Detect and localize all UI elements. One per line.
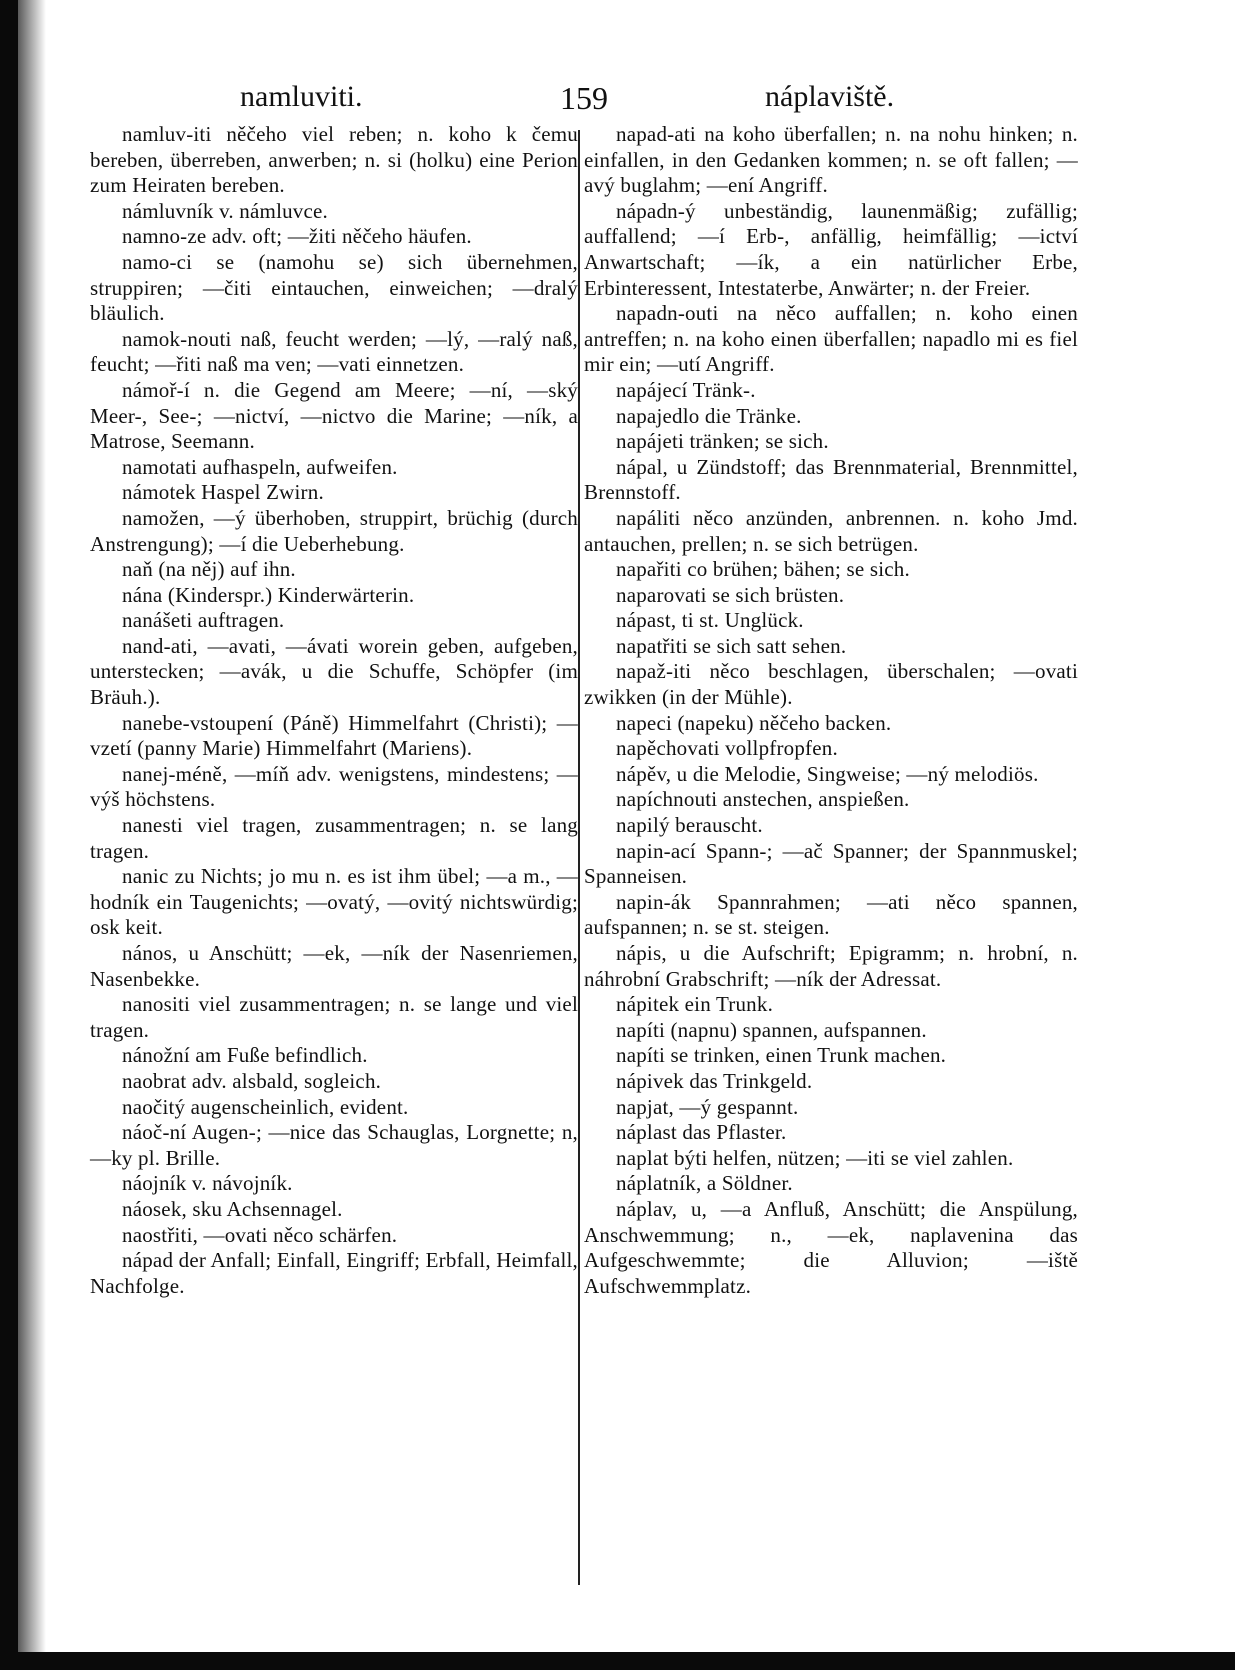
dictionary-entry: nános, u Anschütt; —ek, —ník der Nasenriemen, Nasenbekke. xyxy=(90,941,578,991)
dictionary-entry: nápěv, u die Melodie, Singweise; —ný melodiös. xyxy=(616,761,1039,786)
dictionary-entry: nánožní am Fuße befindlich. xyxy=(122,1043,368,1068)
dictionary-entry: naočitý augenscheinlich, evident. xyxy=(122,1094,409,1119)
dictionary-entry: nápad der Anfall; Einfall, Eingriff; Erbfall, Heimfall, Nachfolge. xyxy=(90,1248,578,1298)
dictionary-entry: napíchnouti anstechen, anspießen. xyxy=(616,787,910,812)
dictionary-entry: napeci (napeku) něčeho backen. xyxy=(616,710,892,735)
scan-bottom-edge xyxy=(0,1652,1235,1670)
dictionary-entry: namožen, —ý überhoben, struppirt, brüchig (durch Anstrengung); —í die Ueberhebung. xyxy=(90,505,578,556)
dictionary-entry: nápitek ein Trunk. xyxy=(616,992,774,1017)
dictionary-entry: namno-ze adv. oft; —žiti něčeho häufen. xyxy=(122,224,472,249)
dictionary-entry: nanesti viel tragen, zusammentragen; n. se lang tragen. xyxy=(90,813,578,863)
dictionary-entry: namo-ci se (namohu se) sich übernehmen, struppiren; —čiti eintauchen, einweichen; —dralý bläulich. xyxy=(90,249,578,326)
dictionary-entry: napájeti tränken; se sich. xyxy=(616,429,829,454)
running-head-left: namluviti. xyxy=(240,80,363,113)
dictionary-entry: námotek Haspel Zwirn. xyxy=(122,480,324,505)
dictionary-entry: nápis, u die Aufschrift; Epigramm; n. hrobní, n. náhrobní Grabschrift; —ník der Adressat. xyxy=(584,941,1078,991)
dictionary-entry: náosek, sku Achsennagel. xyxy=(122,1196,343,1221)
left-column xyxy=(90,122,578,1299)
dictionary-entry: nána (Kinderspr.) Kinderwärterin. xyxy=(122,582,415,607)
dictionary-entry: napájecí Tränk-. xyxy=(616,377,756,402)
dictionary-entry: napíti (napnu) spannen, aufspannen. xyxy=(616,1017,927,1042)
dictionary-entry: namluv-iti něčeho viel reben; n. koho k čemu bereben, überreben, anwerben; n. si (holku) eine Perion zum Heiraten bereben. xyxy=(90,122,578,198)
dictionary-entry: nápadn-ý unbeständig, launenmäßig; zufällig; auffallend; —í Erb-, anfällig, heimfällig; —ictví Anwartschaft; —ík, a ein natürlicher Erbe, Erbinteressent, Intestaterbe, Anwärter; n. der Freier. xyxy=(584,198,1078,300)
dictionary-entry: nand-ati, —avati, —ávati worein geben, aufgeben, unterstecken; —avák, u die Schuffe, Schöpfer (im Bräuh.). xyxy=(90,633,578,710)
dictionary-entry: náojník v. návojník. xyxy=(122,1171,293,1196)
dictionary-entry: napíti se trinken, einen Trunk machen. xyxy=(616,1043,947,1068)
dictionary-entry: napaž-iti něco beschlagen, überschalen; —ovati zwikken (in der Mühle). xyxy=(584,659,1078,710)
dictionary-entry: naplat býti helfen, nützen; —iti se viel zahlen. xyxy=(616,1145,1014,1170)
dictionary-entry: napin-ák Spannrahmen; —ati něco spannen, aufspannen; n. se st. steigen. xyxy=(584,889,1078,940)
dictionary-entry: nápast, ti st. Unglück. xyxy=(616,608,804,633)
dictionary-entry: napadn-outi na něco auffallen; n. koho einen antreffen; n. na koho einen überfallen; napadlo mi es fiel mir ein; —utí Angriff. xyxy=(584,301,1078,377)
dictionary-entry: náplast das Pflaster. xyxy=(616,1120,787,1145)
dictionary-entry: námluvník v. námluvce. xyxy=(122,198,328,223)
book-spine-shadow xyxy=(0,0,18,1670)
dictionary-entry: nanej-méně, —míň adv. wenigstens, mindestens; —výš höchstens. xyxy=(90,761,578,812)
dictionary-entry: napad-ati na koho überfallen; n. na nohu hinken; n. einfallen, in den Gedanken kommen; n. se oft fallen; —avý buglahm; —ení Angriff. xyxy=(584,122,1078,198)
running-head-right: náplaviště. xyxy=(765,80,895,113)
column-divider xyxy=(578,130,580,1585)
dictionary-entry: napěchovati vollpfropfen. xyxy=(616,736,838,761)
dictionary-entry: napařiti co brühen; bähen; se sich. xyxy=(616,557,910,582)
dictionary-entry: naostřiti, —ovati něco schärfen. xyxy=(122,1222,398,1247)
dictionary-entry: nanášeti auftragen. xyxy=(122,608,285,633)
dictionary-entry: namok-nouti naß, feucht werden; —lý, —ralý naß, feucht; —řiti naß ma ven; —vati einnetzen. xyxy=(90,326,578,377)
dictionary-entry: nanic zu Nichts; jo mu n. es ist ihm übel; —a m., —hodník ein Taugenichts; —ovatý, —ovitý nichtswürdig; osk keit. xyxy=(90,864,578,940)
dictionary-entry: náplatník, a Söldner. xyxy=(616,1171,793,1196)
dictionary-entry: napáliti něco anzünden, anbrennen. n. koho Jmd. antauchen, prellen; n. se sich betrügen. xyxy=(584,505,1078,556)
dictionary-entry: nápivek das Trinkgeld. xyxy=(616,1068,813,1093)
dictionary-entry: naň (na něj) auf ihn. xyxy=(122,557,296,582)
dictionary-entry: naparovati se sich brüsten. xyxy=(616,582,845,607)
dictionary-entry: napatřiti se sich satt sehen. xyxy=(616,633,847,658)
dictionary-entry: napajedlo die Tränke. xyxy=(616,403,802,428)
dictionary-entry: namotati aufhaspeln, aufweifen. xyxy=(122,454,398,479)
dictionary-entry: napjat, —ý gespannt. xyxy=(616,1094,799,1119)
dictionary-entry: náoč-ní Augen-; —nice das Schauglas, Lorgnette; n, —ky pl. Brille. xyxy=(90,1120,578,1170)
dictionary-page xyxy=(90,60,1170,1640)
dictionary-entry: nanebe-vstoupení (Páně) Himmelfahrt (Christi); —vzetí (panny Marie) Himmelfahrt (Mariens). xyxy=(90,710,578,761)
dictionary-entry: naobrat adv. alsbald, sogleich. xyxy=(122,1068,382,1093)
dictionary-entry: nanositi viel zusammentragen; n. se lange und viel tragen. xyxy=(90,992,578,1042)
gutter-shade xyxy=(18,0,46,1670)
dictionary-entry: námoř-í n. die Gegend am Meere; —ní, —ský Meer-, See-; —nictví, —nictvo die Marine; —ník, a Matrose, Seemann. xyxy=(90,377,578,454)
dictionary-entry: nápal, u Zündstoff; das Brennmaterial, Brennmittel, Brennstoff. xyxy=(584,454,1078,505)
dictionary-entry: napilý berauscht. xyxy=(616,813,763,838)
dictionary-entry: náplav, u, —a Anfluß, Anschütt; die Anspülung, Anschwemmung; n., —ek, naplavenina das Aufgeschwemmte; die Alluvion; —iště Aufschwemmplatz. xyxy=(584,1196,1078,1298)
right-column xyxy=(584,122,1078,1299)
dictionary-entry: napin-ací Spann-; —ač Spanner; der Spannmuskel; Spanneisen. xyxy=(584,838,1078,889)
page-number: 159 xyxy=(560,80,608,116)
page-header xyxy=(90,70,1170,120)
